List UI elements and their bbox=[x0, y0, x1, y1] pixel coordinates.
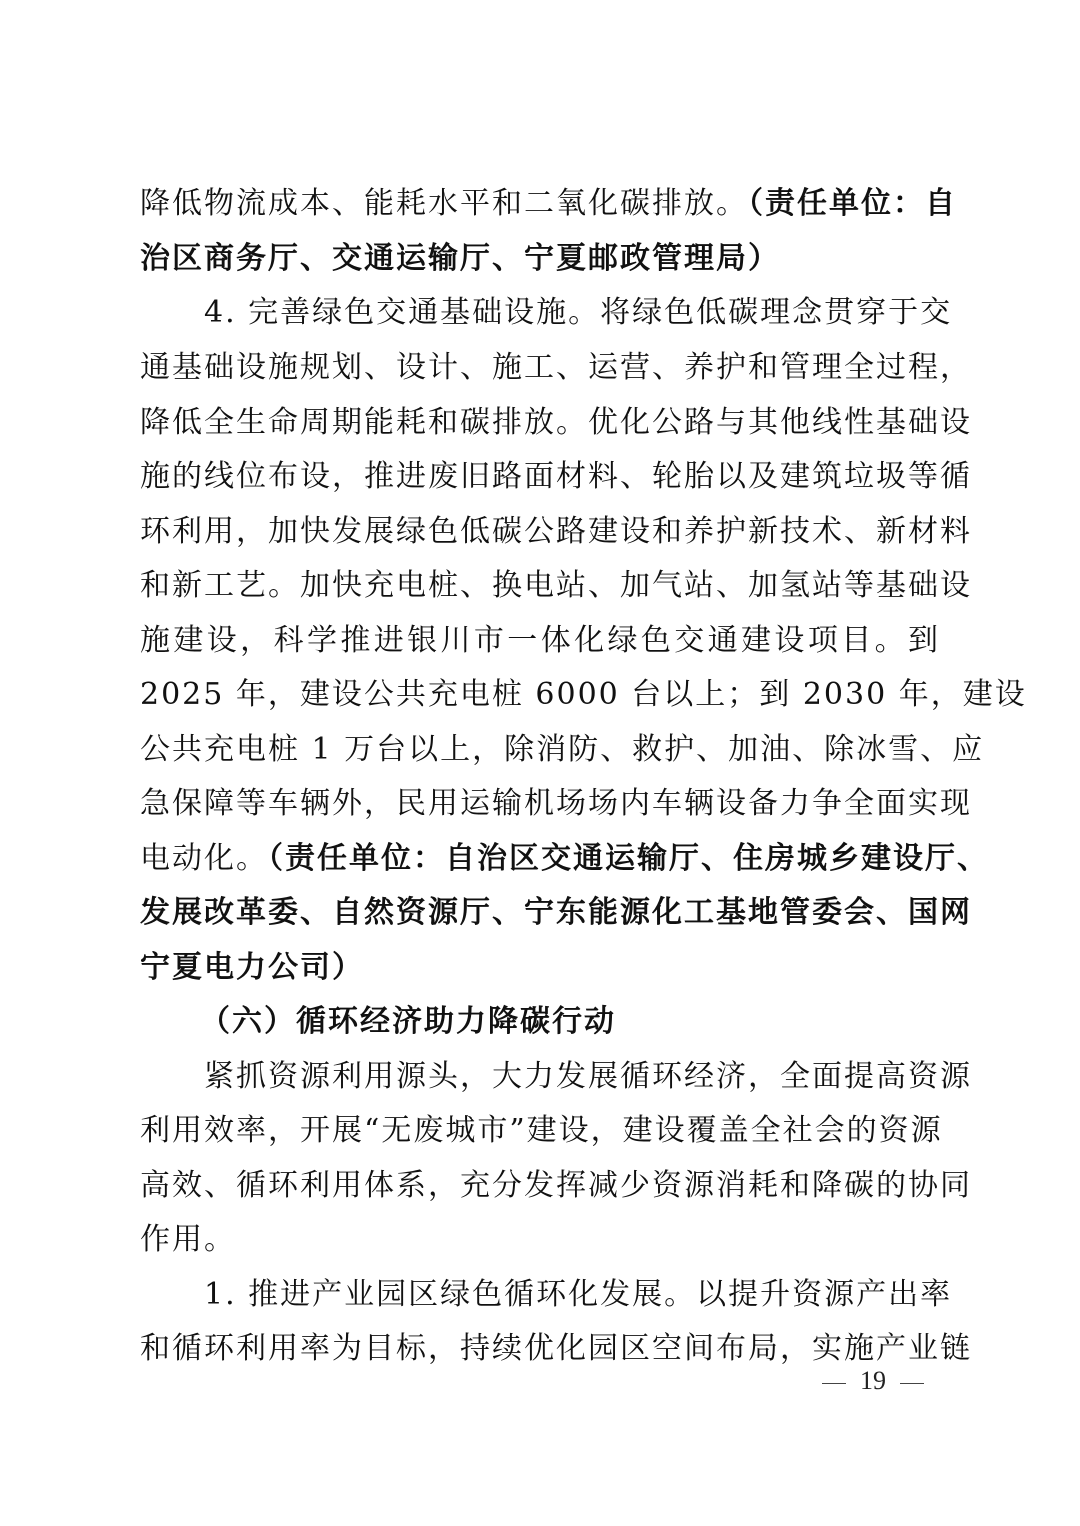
body-line-19 bbox=[140, 1166, 972, 1206]
page-number: 19 bbox=[860, 1366, 886, 1395]
body-line-22 bbox=[140, 1329, 972, 1369]
line-text: 降低物流成本、能耗水平和二氧化碳排放。 bbox=[140, 186, 748, 221]
body-line-1 bbox=[140, 184, 957, 224]
line-text: 和新工艺。加快充电桩、换电站、加气站、加氢站等基础设 bbox=[140, 568, 972, 603]
line-text: 公共充电桩 1 万台以上，除消防、救护、加油、除冰雪、应 bbox=[140, 732, 985, 767]
line-text: 利用效率，开展“无废城市”建设，建设覆盖全社会的资源 bbox=[140, 1113, 943, 1148]
body-line-2 bbox=[140, 239, 780, 279]
responsibility-text: 治区商务厅、交通运输厅、宁夏邮政管理局） bbox=[140, 241, 780, 276]
body-line-4 bbox=[140, 348, 972, 388]
line-text: 施建设，科学推进银川市一体化绿色交通建设项目。到 bbox=[140, 623, 940, 658]
line-text: 降低全生命周期能耗和碳排放。优化公路与其他线性基础设 bbox=[140, 405, 972, 440]
body-line-10 bbox=[140, 675, 1027, 715]
line-text: 环利用，加快发展绿色低碳公路建设和养护新技术、新材料 bbox=[140, 514, 972, 549]
line-text: 急保障等车辆外，民用运输机场场内车辆设备力争全面实现 bbox=[140, 786, 972, 821]
body-line-3 bbox=[204, 293, 953, 333]
body-line-8 bbox=[140, 566, 972, 606]
page-number-footer bbox=[822, 1364, 942, 1398]
responsibility-text: （责任单位：自 bbox=[748, 186, 957, 221]
section-heading bbox=[200, 1002, 616, 1042]
body-line-7 bbox=[140, 512, 972, 552]
line-text: 作用。 bbox=[140, 1222, 236, 1257]
line-text: 2025 年，建设公共充电桩 6000 台以上；到 2030 年，建设 bbox=[140, 677, 1027, 712]
body-line-21 bbox=[204, 1275, 953, 1315]
responsibility-text: （责任单位：自治区交通运输厅、住房城乡建设厅、 bbox=[268, 841, 989, 876]
line-text: 电动化。 bbox=[140, 841, 268, 876]
body-line-5 bbox=[140, 403, 972, 443]
body-line-12 bbox=[140, 784, 972, 824]
line-text: 4. 完善绿色交通基础设施。将绿色低碳理念贯穿于交 bbox=[204, 295, 953, 330]
responsibility-text: 宁夏电力公司） bbox=[140, 950, 364, 985]
body-line-6 bbox=[140, 457, 972, 497]
body-line-20 bbox=[140, 1220, 236, 1260]
body-line-13 bbox=[140, 839, 989, 879]
body-line-17 bbox=[204, 1057, 972, 1097]
line-text: 通基础设施规划、设计、施工、运营、养护和管理全过程， bbox=[140, 350, 972, 385]
heading-text: （六）循环经济助力降碳行动 bbox=[200, 1004, 616, 1039]
line-text: 高效、循环利用体系，充分发挥减少资源消耗和降碳的协同 bbox=[140, 1168, 972, 1203]
body-line-18 bbox=[140, 1111, 943, 1151]
line-text: 施的线位布设，推进废旧路面材料、轮胎以及建筑垃圾等循 bbox=[140, 459, 972, 494]
body-line-9 bbox=[140, 621, 940, 661]
responsibility-text: 发展改革委、自然资源厅、宁东能源化工基地管委会、国网 bbox=[140, 895, 972, 930]
line-text: 紧抓资源利用源头，大力发展循环经济，全面提高资源 bbox=[204, 1059, 972, 1094]
body-line-11 bbox=[140, 730, 985, 770]
body-line-15 bbox=[140, 948, 364, 988]
left-dash bbox=[822, 1383, 846, 1384]
body-line-14 bbox=[140, 893, 972, 933]
line-text: 1. 推进产业园区绿色循环化发展。以提升资源产出率 bbox=[204, 1277, 953, 1312]
right-dash bbox=[900, 1383, 924, 1384]
line-text: 和循环利用率为目标，持续优化园区空间布局，实施产业链 bbox=[140, 1331, 972, 1366]
